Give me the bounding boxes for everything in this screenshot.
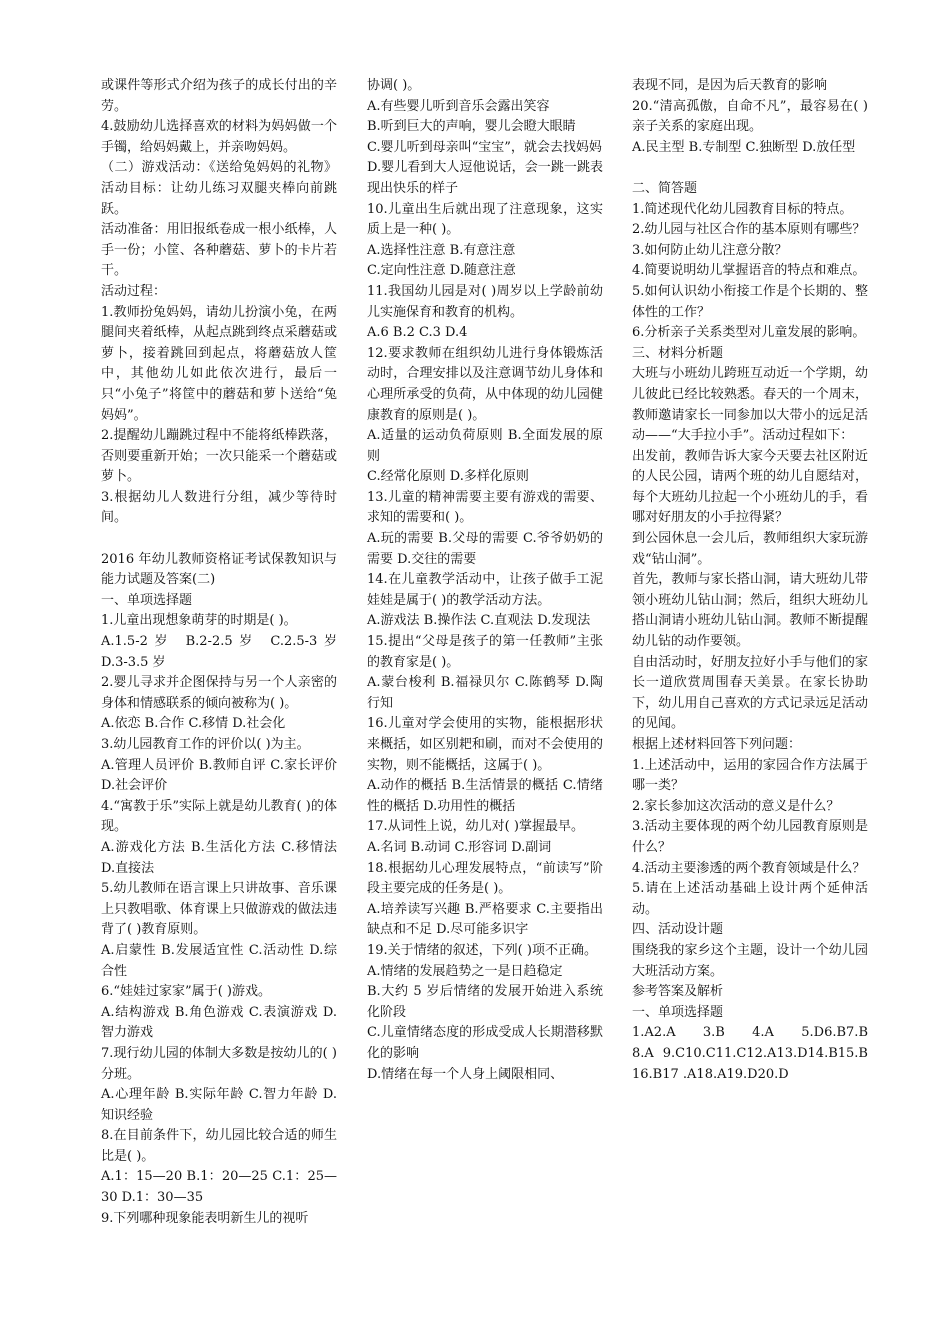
text-paragraph: A.1.5-2 岁 B.2-2.5 岁 C.2.5-3 岁 D.3-3.5 岁 [101, 634, 337, 670]
text-paragraph: A.民主型 B.专制型 C.独断型 D.放任型 [632, 139, 856, 155]
text-paragraph: 6.“娃娃过家家”属于( )游戏。 [101, 984, 271, 1000]
text-paragraph: B.听到巨大的声响，婴儿会瞪大眼睛 [367, 119, 576, 135]
text-paragraph: A.培养读写兴趣 B.严格要求 C.主要指出缺点和不足 D.尽可能多识字 [367, 901, 603, 938]
text-paragraph: 自由活动时，好朋友拉好小手与他们的家长一道欣赏周围春天美景。在家长协助下，幼儿用自己喜欢的方式记录远足活动的见闻。 [632, 654, 868, 732]
text-paragraph: 首先，教师与家长搭山洞，请大班幼儿带领小班幼儿钻山洞；然后，组织大班幼儿搭山洞请小班幼儿钻山洞。教师不断提醒幼儿钻的动作要领。 [632, 572, 868, 650]
text-paragraph: 8.在目前条件下，幼儿园比较合适的师生比是( )。 [101, 1128, 337, 1164]
text-paragraph: 15.提出“父母是孩子的第一任教师”主张的教育家是( )。 [367, 634, 603, 670]
text-paragraph: 2.提醒幼儿蹦跳过程中不能将纸棒跌落，否则要重新开始；一次只能采一个蘑菇或萝卜。 [101, 428, 337, 485]
text-paragraph: 16.儿童对学会使用的实物，能根据形状来概括，如区别耙和刷，而对不会使用的实物，则不能概括，这属于( )。 [367, 716, 603, 773]
text-paragraph: 12.要求教师在组织幼儿进行身体锻炼活动时，合理安排以及注意调节幼儿身体和心理所承受的负荷，从中体现的幼儿园健康教育的原则是( )。 [367, 345, 603, 423]
text-paragraph: 一、单项选择题 [101, 592, 193, 608]
text-paragraph: 2.幼儿园与社区合作的基本原则有哪些？ [632, 222, 866, 238]
text-paragraph: 表现不同，是因为后天教育的影响 [632, 78, 828, 93]
text-paragraph: A.心理年龄 B.实际年龄 C.智力年龄 D.知识经验 [101, 1087, 337, 1123]
text-paragraph: 9.下列哪种现象能表明新生儿的视听 [101, 1210, 309, 1226]
text-paragraph: A.动作的概括 B.生活情景的概括 C.情绪性的概括 D.功用性的概括 [367, 778, 603, 814]
text-paragraph: 13.儿童的精神需要主要有游戏的需要、求知的需要和( )。 [367, 489, 603, 526]
text-paragraph: A.启蒙性 B.发展适宜性 C.活动性 D.综合性 [101, 942, 337, 979]
text-paragraph: 5.幼儿教师在语言课上只讲故事、音乐课上只教唱歌、体育课上只做游戏的做法违背了( )教育原则。 [101, 881, 337, 938]
text-column-right [632, 76, 868, 1085]
text-paragraph: A.依恋 B.合作 C.移情 D.社会化 [101, 716, 286, 732]
text-paragraph: 1.儿童出现想象萌芽的时期是( )。 [101, 613, 297, 629]
text-paragraph: 2016 年幼儿教师资格证考试保教知识与能力试题及答案(二) [101, 551, 337, 588]
text-paragraph: （二）游戏活动：《送给兔妈妈的礼物》活动目标：让幼儿练习双腿夹棒向前跳跃。 [101, 160, 337, 217]
text-paragraph: 3.根据幼儿人数进行分组，减少等待时间。 [101, 489, 337, 526]
text-paragraph: 5.请在上述活动基础上设计两个延伸活动。 [632, 881, 868, 917]
text-paragraph: A.有些婴儿听到音乐会露出笑容 [367, 98, 550, 114]
text-paragraph: 20.“清高孤傲，自命不凡”，最容易在( )亲子关系的家庭出现。 [632, 98, 868, 135]
text-paragraph: 4.鼓励幼儿选择喜欢的材料为妈妈做一个手镯，给妈妈戴上，并亲吻妈妈。 [101, 119, 337, 155]
text-paragraph: C.儿童情绪态度的形成受成人长期潜移默化的影响 [367, 1025, 603, 1061]
text-paragraph: B.大约 5 岁后情绪的发展开始进入系统化阶段 [367, 984, 603, 1020]
text-paragraph: 10.儿童出生后就出现了注意现象，这实质上是一种( )。 [367, 201, 603, 238]
text-paragraph: 3.幼儿园教育工作的评价以( )为主。 [101, 737, 310, 752]
text-paragraph: 1.上述活动中，运用的家园合作方法属于哪一类？ [632, 757, 868, 794]
text-paragraph: A.6 B.2 C.3 D.4 [367, 325, 468, 341]
text-paragraph: C.婴儿听到母亲叫“宝宝”，就会去找妈妈 [367, 139, 602, 155]
text-paragraph: 四、活动设计题 [632, 922, 724, 938]
text-paragraph: 2.家长参加这次活动的意义是什么？ [632, 798, 840, 814]
text-paragraph: 19.关于情绪的叙述，下列( )项不正确。 [367, 942, 597, 958]
text-paragraph: 3.如何防止幼儿注意分散？ [632, 242, 788, 258]
text-paragraph: 根据上述材料回答下列问题： [632, 737, 802, 752]
text-paragraph: 围绕我的家乡这个主题，设计一个幼儿园大班活动方案。 [632, 942, 868, 979]
text-paragraph: A.游戏化方法 B.生活化方法 C.移情法 D.直接法 [101, 839, 337, 876]
text-paragraph: 出发前，教师告诉大家今天要去社区附近的人民公园，请两个班的幼儿自愿结对，每个大班幼儿拉起一个小班幼儿的手，看哪对好朋友的小手拉得紧？ [632, 448, 868, 526]
text-paragraph: C.定向性注意 D.随意注意 [367, 263, 516, 279]
text-paragraph: 18.根据幼儿心理发展特点，“前读写”阶段主要完成的任务是( )。 [367, 860, 603, 897]
text-paragraph: A.1：15—20 B.1：20—25 C.1：25—30 D.1：30—35 [101, 1169, 337, 1206]
text-paragraph: 或课件等形式介绍为孩子的成长付出的辛劳。 [101, 78, 337, 114]
text-paragraph: 一、单项选择题 [632, 1004, 724, 1020]
text-paragraph: A.情绪的发展趋势之一是日趋稳定 [367, 963, 563, 979]
text-paragraph: 1.A2.A 3.B 4.A 5.D6.B7.B8.A 9.C10.C11.C12.A13.D14.B15.B16.B17 .A18.A19.D20.D [632, 1025, 868, 1082]
text-paragraph: A.名词 B.动词 C.形容词 D.副词 [367, 839, 552, 855]
text-paragraph: 到公园休息一会儿后，教师组织大家玩游戏“钻山洞”。 [632, 531, 868, 567]
text-paragraph: 活动过程： [101, 283, 167, 299]
text-paragraph: D.情绪在每一个人身上阈限相同、 [367, 1066, 564, 1082]
text-column-left [101, 76, 337, 1229]
text-paragraph: 协调( )。 [367, 78, 421, 93]
text-paragraph: 6.分析亲子关系类型对儿童发展的影响。 [632, 325, 866, 341]
paragraph-gap [101, 529, 337, 550]
text-paragraph: 7.现行幼儿园的体制大多数是按幼儿的( )分班。 [101, 1045, 337, 1082]
text-paragraph: 14.在儿童教学活动中，让孩子做手工泥娃娃是属于( )的教学活动方法。 [367, 572, 603, 608]
text-paragraph: 三、材料分析题 [632, 345, 724, 361]
text-paragraph: 1.简述现代化幼儿园教育目标的特点。 [632, 201, 853, 217]
text-paragraph: A.蒙台梭利 B.福禄贝尔 C.陈鹤琴 D.陶行知 [367, 675, 603, 711]
text-column-middle [367, 76, 603, 1085]
text-paragraph: 参考答案及解析 [632, 984, 724, 1000]
text-paragraph: A.玩的需要 B.父母的需要 C.爷爷奶奶的需要 D.交往的需要 [367, 531, 603, 567]
text-paragraph: 1.教师扮兔妈妈，请幼儿扮演小兔，在两腿间夹着纸棒，从起点跳到终点采蘑菇或萝卜，接着跳回到起点，将蘑菇放人筐中，其他幼儿如此依次进行，最后一只“小兔子”将筐中的蘑菇和萝卜送给“兔妈妈”。 [101, 304, 337, 423]
text-paragraph: A.适量的运动负荷原则 B.全面发展的原则 [367, 428, 603, 464]
text-paragraph: A.游戏法 B.操作法 C.直观法 D.发现法 [367, 613, 591, 629]
text-paragraph: 4.“寓教于乐”实际上就是幼儿教育( )的体现。 [101, 798, 337, 835]
text-paragraph: D.婴儿看到大人逗他说话，会一跳一跳表现出快乐的样子 [367, 160, 603, 196]
text-paragraph: 5.如何认识幼小衔接工作是个长期的、整体性的工作？ [632, 283, 868, 320]
text-paragraph: 2.婴儿寻求并企图保持与另一个人亲密的身体和情感联系的倾向被称为( )。 [101, 675, 337, 711]
text-paragraph: 二、简答题 [632, 180, 698, 196]
text-paragraph: A.管理人员评价 B.教师自评 C.家长评价 D.社会评价 [101, 757, 337, 794]
text-paragraph: 4.活动主要渗透的两个教育领域是什么？ [632, 860, 866, 876]
text-paragraph: 11.我国幼儿园是对( )周岁以上学龄前幼儿实施保育和教育的机构。 [367, 283, 603, 320]
text-paragraph: 大班与小班幼儿跨班互动近一个学期，幼儿彼此已经比较熟悉。春天的一个周末，教师邀请家长一同参加以大带小的远足活动——“大手拉小手”。活动过程如下： [632, 366, 868, 444]
text-paragraph: 活动准备：用旧报纸卷成一根小纸棒，人手一份；小筐、各种蘑菇、萝卜的卡片若干。 [101, 222, 337, 279]
paragraph-gap [632, 158, 868, 179]
text-paragraph: A.结构游戏 B.角色游戏 C.表演游戏 D.智力游戏 [101, 1004, 337, 1041]
text-paragraph: C.经常化原则 D.多样化原则 [367, 469, 529, 485]
text-paragraph: 17.从词性上说，幼儿对( )掌握最早。 [367, 819, 584, 835]
text-paragraph: 4.简要说明幼儿掌握语音的特点和难点。 [632, 263, 866, 279]
text-paragraph: A.选择性注意 B.有意注意 [367, 242, 516, 258]
text-paragraph: 3.活动主要体现的两个幼儿园教育原则是什么？ [632, 819, 868, 855]
